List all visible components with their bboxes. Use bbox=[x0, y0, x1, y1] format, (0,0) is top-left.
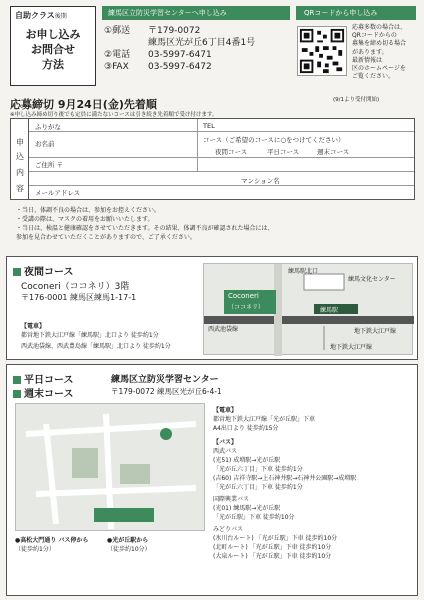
qr-note: 応募多数の場合は、 QRコードからの 募集を締め切る場合 があります。 最新情報は 区のホームページを ご覧ください。 bbox=[352, 24, 407, 81]
qr-start-date: (9/1より受付開始) bbox=[333, 97, 380, 103]
bus-line: (光01) 練馬駅→光が丘駅 bbox=[213, 505, 281, 512]
weekday-map bbox=[15, 403, 205, 531]
mansion-field[interactable]: マンション名 bbox=[241, 177, 280, 185]
station-note: （徒歩約10分） bbox=[107, 546, 151, 553]
contact-title: お申し込み お問合せ 方法 bbox=[25, 28, 81, 71]
map-label: 西武池袋線 bbox=[208, 326, 239, 333]
course-label: コース（ご希望のコースに○をつけてください） bbox=[203, 136, 345, 144]
bus-line: 「光が丘駅」下車 徒歩約10分 bbox=[213, 514, 295, 521]
weekday-venue: 練馬区立防災学習センター bbox=[111, 375, 219, 385]
class-tag: 自助クラス後期 bbox=[15, 11, 67, 20]
weekday-address: 〒179-0072 練馬区光が丘6-4-1 bbox=[111, 387, 222, 396]
bus-line: (光51) 成増駅→光が丘駅 bbox=[213, 457, 281, 464]
train-head: 【電車】 bbox=[213, 407, 238, 414]
bus-line: (吉60) 吉祥寺駅→上石神井駅→石神井公園駅→成増駅 bbox=[213, 475, 357, 482]
night-address: 〒176-0001 練馬区練馬1-17-1 bbox=[21, 293, 137, 302]
qr-bar: QRコードから申し込み bbox=[296, 6, 416, 20]
night-access-2: 西武池袋線、西武豊島線「練馬駅」北口より 徒歩約1分 bbox=[21, 343, 171, 350]
contact-info: ①郵送 〒179-0072 練馬区光が丘6丁目4番1号 ②電話 03-5997-6471 ③FAX 03-5997-6472 bbox=[104, 26, 256, 72]
qr-code-icon[interactable] bbox=[297, 26, 347, 76]
map-label: 練馬駅北口 bbox=[288, 268, 319, 275]
course-option-weekend[interactable]: 週末コース bbox=[317, 148, 350, 156]
bus-stop-note: （徒歩約1分） bbox=[15, 546, 55, 553]
map-label: Coconeri bbox=[228, 292, 259, 300]
course-option-night[interactable]: 夜間コース bbox=[215, 148, 248, 156]
weekend-course-title: 週末コース bbox=[13, 385, 74, 400]
notes: ・当日、体調不良の場合は、参加をお控えください。 ・受講の際は、マスクの着用をお願いいたします。 ・当日は、検温と健康確認をさせていただきます。その結果、体調不良が確認された場合には、 参加を見合わせていただくことがありますので、ご了承ください。 bbox=[16, 207, 274, 241]
train-line: 都営地下鉄大江戸線「光が丘駅」下車 bbox=[213, 416, 316, 423]
square-bullet-icon bbox=[13, 376, 21, 384]
weekday-course-title: 平日コース bbox=[13, 371, 74, 386]
tel-field[interactable]: TEL bbox=[203, 122, 215, 130]
email-field[interactable]: メールアドレス bbox=[35, 189, 81, 197]
apply-bar: 練馬区立防災学習センターへ申し込み bbox=[102, 6, 290, 20]
night-map bbox=[203, 263, 413, 355]
address-field[interactable]: ご住所 〒 bbox=[35, 161, 64, 169]
square-bullet-icon bbox=[13, 390, 21, 398]
course-option-weekday[interactable]: 平日コース bbox=[267, 148, 300, 156]
map-label: 練馬文化センター bbox=[348, 276, 396, 283]
night-course-title: 夜間コース bbox=[13, 263, 74, 278]
name-field[interactable]: お名前 bbox=[35, 140, 55, 148]
bus-stop-note-head: ●高松大門通り バス停から bbox=[15, 537, 89, 544]
weekday-course-section bbox=[6, 364, 418, 596]
deadline-title: 応募締切 9月24日(金)先着順 bbox=[10, 98, 157, 111]
bus-line: 「光が丘六丁目」下車 徒歩約1分 bbox=[213, 484, 303, 491]
application-form bbox=[10, 118, 415, 200]
night-venue: Coconeri（ココネリ）3階 bbox=[21, 282, 130, 292]
map-label: 地下鉄大江戸線 bbox=[354, 328, 397, 335]
furigana-field[interactable]: ふりがな bbox=[35, 123, 61, 131]
form-side-label: 申 込 内 容 bbox=[11, 119, 29, 199]
bus-line: みどりバス bbox=[213, 526, 244, 533]
map-label: （ココネリ） bbox=[228, 304, 265, 311]
contact-title-box bbox=[10, 6, 96, 86]
bus-line: (大泉ルート) 「光が丘駅」下車 徒歩約10分 bbox=[213, 553, 332, 560]
bus-line: 国際興業バス bbox=[213, 496, 250, 503]
map-label: 練馬駅 bbox=[320, 307, 339, 314]
night-access-1: 都営地下鉄大江戸線「練馬駅」北口より 徒歩約1分 bbox=[21, 332, 159, 339]
bus-line: (氷川台ルート) 「光が丘駅」下車 徒歩約10分 bbox=[213, 535, 338, 542]
night-course-section bbox=[6, 256, 418, 360]
bus-head: 【バス】 bbox=[213, 439, 238, 446]
bus-line: (北町ルート) 「光が丘駅」下車 徒歩約10分 bbox=[213, 544, 332, 551]
train-line: A4出口より 徒歩約15分 bbox=[213, 425, 279, 432]
bus-line: 「光が丘六丁目」下車 徒歩約1分 bbox=[213, 466, 303, 473]
deadline-note: ※申し込み締め切り後でも定員に満たないコースは引き続き先着順で受け付けます。 bbox=[10, 112, 218, 118]
bus-line: 西武バス bbox=[213, 448, 238, 455]
square-bullet-icon bbox=[13, 268, 21, 276]
night-access-head: 【電車】 bbox=[21, 323, 46, 330]
map-label: 地下鉄大江戸線 bbox=[330, 344, 373, 351]
station-note-head: ●光が丘駅から bbox=[107, 537, 149, 544]
